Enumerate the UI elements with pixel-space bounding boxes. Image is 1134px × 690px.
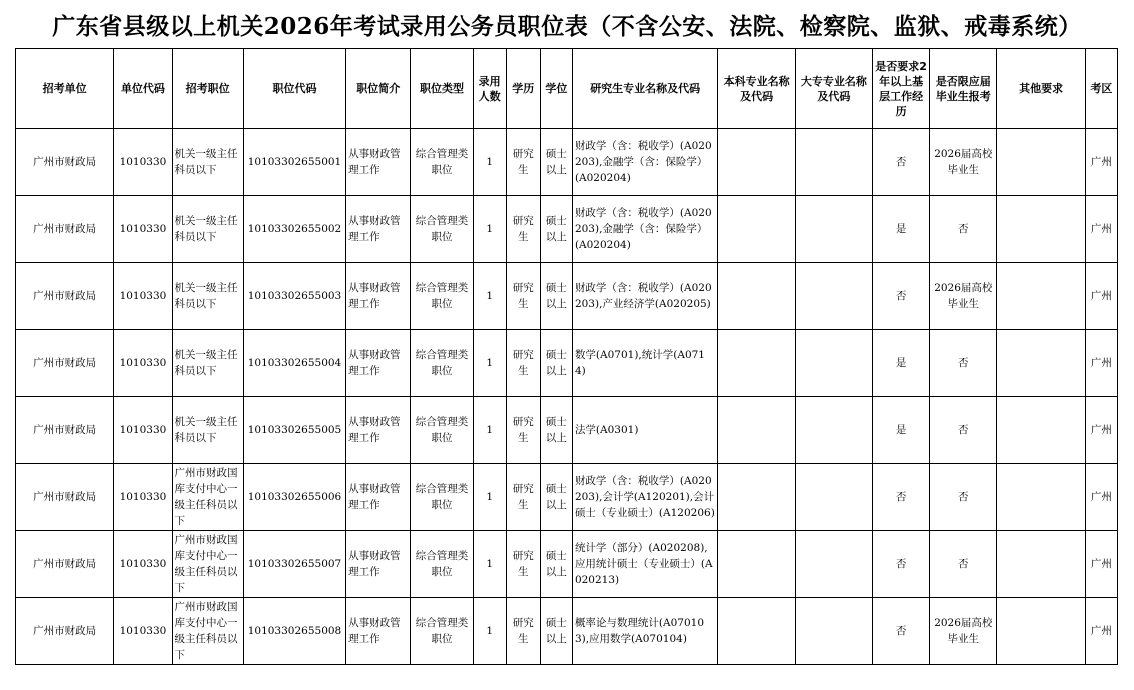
fresh-grad-cell-text: 否 [958,424,969,436]
header-cell: 研究生专业名称及代码 [572,49,718,129]
intro-cell [346,330,411,397]
grad-major-cell [572,196,718,263]
table-row [16,598,1118,665]
area-cell-text: 广州 [1090,491,1112,503]
college-major-cell [795,196,872,263]
area-cell-text: 广州 [1090,424,1112,436]
grad-major-cell-text: 统计学（部分）(A020208),应用统计硕士（专业硕士）(A020213) [574,542,713,586]
count-cell [473,129,506,196]
grassroots-cell [872,330,929,397]
other-cell [997,397,1085,464]
college-major-cell [795,598,872,665]
unit-code-cell-text: 1010330 [119,290,167,302]
page-title: 广东省县级以上机关2026年考试录用公务员职位表（不含公安、法院、检察院、监狱、戒毒系统） [52,13,1082,40]
grad-major-cell-text: 数学(A0701),统计学(A0714) [574,349,705,377]
other-cell [997,129,1085,196]
type-cell-text: 综合管理类职位 [415,416,469,444]
count-cell [473,263,506,330]
intro-cell-text: 从事财政管理工作 [348,148,401,176]
other-cell [997,196,1085,263]
area-cell [1085,531,1117,598]
other-cell [997,464,1085,531]
grad-major-cell [572,598,718,665]
intro-cell-text: 从事财政管理工作 [348,483,401,511]
unit-code-cell-text: 1010330 [119,558,167,570]
unit-cell [16,330,114,397]
position-cell-text: 广州市财政国库支付中心一级主任科员以下 [174,534,238,594]
unit-code-cell [114,397,172,464]
fresh-grad-cell [930,397,997,464]
unit-cell [16,598,114,665]
unit-cell-text: 广州市财政局 [33,223,97,235]
fresh-grad-cell [930,464,997,531]
position-code-cell [243,531,345,598]
table-row [16,196,1118,263]
unit-code-cell [114,598,172,665]
degree-cell [540,397,572,464]
intro-cell [346,129,411,196]
education-cell [506,397,540,464]
grassroots-cell [872,129,929,196]
education-cell [506,531,540,598]
type-cell-text: 综合管理类职位 [415,550,469,578]
header-cell: 录用人数 [473,49,506,129]
education-cell-text: 研究生 [512,416,534,444]
position-code-cell [243,330,345,397]
table-row [16,531,1118,598]
grassroots-cell [872,263,929,330]
count-cell-text: 1 [486,156,493,168]
count-cell [473,531,506,598]
degree-cell-text: 硕士以上 [545,215,567,243]
intro-cell-text: 从事财政管理工作 [348,617,401,645]
position-code-cell [243,397,345,464]
table-body [16,129,1118,665]
position-code-cell-text: 10103302655002 [247,223,342,235]
type-cell-text: 综合管理类职位 [415,483,469,511]
intro-cell [346,598,411,665]
other-cell [997,263,1085,330]
unit-cell [16,531,114,598]
education-cell-text: 研究生 [512,282,534,310]
unit-code-cell [114,330,172,397]
type-cell-text: 综合管理类职位 [415,148,469,176]
count-cell [473,464,506,531]
position-code-cell [243,196,345,263]
position-cell-text: 机关一级主任科员以下 [174,416,238,444]
type-cell-text: 综合管理类职位 [415,282,469,310]
college-major-cell [795,330,872,397]
undergrad-major-cell [718,531,795,598]
position-cell-text: 机关一级主任科员以下 [174,349,238,377]
degree-cell-text: 硕士以上 [545,550,567,578]
unit-code-cell [114,263,172,330]
intro-cell [346,196,411,263]
grad-major-cell [572,464,718,531]
education-cell-text: 研究生 [512,215,534,243]
count-cell-text: 1 [486,357,493,369]
unit-cell-text: 广州市财政局 [33,156,97,168]
college-major-cell [795,397,872,464]
type-cell [411,129,473,196]
area-cell [1085,330,1117,397]
education-cell-text: 研究生 [512,617,534,645]
position-cell [172,263,243,330]
other-cell [997,531,1085,598]
degree-cell [540,196,572,263]
undergrad-major-cell [718,129,795,196]
undergrad-major-cell [718,330,795,397]
degree-cell [540,598,572,665]
position-cell-text: 机关一级主任科员以下 [174,282,238,310]
type-cell-text: 综合管理类职位 [415,215,469,243]
header-cell: 招考职位 [172,49,243,129]
grad-major-cell-text: 法学(A0301) [574,424,639,436]
unit-code-cell [114,196,172,263]
position-cell [172,129,243,196]
count-cell [473,196,506,263]
grad-major-cell [572,531,718,598]
area-cell [1085,263,1117,330]
education-cell-text: 研究生 [512,550,534,578]
unit-code-cell-text: 1010330 [119,156,167,168]
degree-cell-text: 硕士以上 [545,416,567,444]
unit-cell-text: 广州市财政局 [33,290,97,302]
type-cell [411,464,473,531]
grad-major-cell [572,129,718,196]
fresh-grad-cell-text: 否 [958,558,969,570]
degree-cell [540,464,572,531]
degree-cell-text: 硕士以上 [545,617,567,645]
position-code-cell [243,263,345,330]
college-major-cell [795,531,872,598]
area-cell [1085,129,1117,196]
unit-code-cell-text: 1010330 [119,223,167,235]
header-cell: 大专专业名称及代码 [795,49,872,129]
grassroots-cell-text: 否 [895,491,907,503]
unit-cell-text: 广州市财政局 [33,357,97,369]
intro-cell-text: 从事财政管理工作 [348,416,401,444]
undergrad-major-cell [718,598,795,665]
degree-cell-text: 硕士以上 [545,282,567,310]
area-cell-text: 广州 [1090,625,1112,637]
fresh-grad-cell-text: 2026届高校毕业生 [934,282,993,310]
table-row [16,330,1118,397]
fresh-grad-cell [930,598,997,665]
undergrad-major-cell [718,464,795,531]
education-cell-text: 研究生 [512,148,534,176]
type-cell-text: 综合管理类职位 [415,617,469,645]
other-cell [997,330,1085,397]
unit-code-cell-text: 1010330 [119,491,167,503]
grassroots-cell [872,397,929,464]
degree-cell [540,330,572,397]
type-cell [411,263,473,330]
degree-cell [540,129,572,196]
position-code-cell [243,464,345,531]
header-cell: 考区 [1085,49,1117,129]
unit-code-cell-text: 1010330 [119,424,167,436]
unit-code-cell [114,464,172,531]
header-cell: 其他要求 [997,49,1085,129]
type-cell [411,330,473,397]
grad-major-cell-text: 财政学（含：税收学）(A020203),产业经济学(A020205) [574,282,712,310]
table-row [16,464,1118,531]
count-cell-text: 1 [486,424,493,436]
position-code-cell-text: 10103302655008 [247,625,342,637]
degree-cell-text: 硕士以上 [545,349,567,377]
header-cell: 本科专业名称及代码 [718,49,795,129]
header-cell: 是否要求2年以上基层工作经历 [872,49,929,129]
intro-cell-text: 从事财政管理工作 [348,349,401,377]
position-cell-text: 机关一级主任科员以下 [174,215,238,243]
grassroots-cell-text: 是 [895,223,907,235]
education-cell [506,129,540,196]
type-cell-text: 综合管理类职位 [415,349,469,377]
undergrad-major-cell [718,397,795,464]
type-cell [411,196,473,263]
count-cell [473,330,506,397]
position-code-cell-text: 10103302655006 [247,491,342,503]
unit-code-cell-text: 1010330 [119,357,167,369]
position-code-cell-text: 10103302655007 [247,558,342,570]
area-cell [1085,464,1117,531]
unit-cell-text: 广州市财政局 [33,424,97,436]
intro-cell [346,263,411,330]
unit-cell [16,196,114,263]
degree-cell-text: 硕士以上 [545,483,567,511]
education-cell-text: 研究生 [512,349,534,377]
grassroots-cell-text: 否 [895,156,907,168]
education-cell [506,464,540,531]
area-cell [1085,196,1117,263]
degree-cell [540,263,572,330]
unit-cell [16,129,114,196]
table-row [16,129,1118,196]
table-row [16,263,1118,330]
intro-cell [346,464,411,531]
education-cell [506,263,540,330]
education-cell-text: 研究生 [512,483,534,511]
education-cell [506,196,540,263]
grassroots-cell-text: 是 [895,424,907,436]
unit-cell [16,397,114,464]
header-cell: 招考单位 [16,49,114,129]
education-cell [506,330,540,397]
job-positions-table [15,48,1118,665]
fresh-grad-cell-text: 否 [958,357,969,369]
grad-major-cell-text: 财政学（含：税收学）(A020203),金融学（含：保险学）(A020204) [574,140,712,184]
header-cell: 学位 [540,49,572,129]
area-cell-text: 广州 [1090,357,1112,369]
unit-code-cell [114,129,172,196]
position-cell [172,464,243,531]
header-cell: 职位类型 [411,49,473,129]
unit-code-cell [114,531,172,598]
grassroots-cell [872,598,929,665]
position-cell [172,531,243,598]
other-cell [997,598,1085,665]
table-row [16,397,1118,464]
header-cell: 职位简介 [346,49,411,129]
header-cell: 职位代码 [243,49,345,129]
position-code-cell [243,129,345,196]
grassroots-cell [872,531,929,598]
intro-cell [346,531,411,598]
count-cell [473,397,506,464]
grad-major-cell-text: 概率论与数理统计(A070103),应用数学(A070104) [574,617,705,645]
intro-cell-text: 从事财政管理工作 [348,550,401,578]
position-cell [172,196,243,263]
position-code-cell-text: 10103302655001 [247,156,342,168]
area-cell [1085,598,1117,665]
grassroots-cell-text: 是 [895,357,907,369]
fresh-grad-cell [930,330,997,397]
type-cell [411,531,473,598]
area-cell-text: 广州 [1090,558,1112,570]
grassroots-cell-text: 否 [895,290,907,302]
fresh-grad-cell [930,129,997,196]
grassroots-cell-text: 否 [895,558,907,570]
unit-code-cell-text: 1010330 [119,625,167,637]
grad-major-cell [572,397,718,464]
grassroots-cell [872,464,929,531]
type-cell [411,397,473,464]
grad-major-cell-text: 财政学（含：税收学）(A020203),会计学(A120201),会计硕士（专业硕士）(A120206) [574,475,715,519]
area-cell-text: 广州 [1090,223,1112,235]
header-cell: 是否限应届毕业生报考 [930,49,997,129]
area-cell-text: 广州 [1090,290,1112,302]
grad-major-cell [572,330,718,397]
position-cell [172,397,243,464]
header-cell: 学历 [506,49,540,129]
header-cell: 单位代码 [114,49,172,129]
fresh-grad-cell [930,531,997,598]
degree-cell [540,531,572,598]
fresh-grad-cell-text: 否 [958,223,969,235]
unit-cell [16,263,114,330]
position-code-cell-text: 10103302655005 [247,424,342,436]
grassroots-cell-text: 否 [895,625,907,637]
position-cell-text: 机关一级主任科员以下 [174,148,238,176]
fresh-grad-cell-text: 2026届高校毕业生 [934,148,993,176]
position-code-cell-text: 10103302655004 [247,357,342,369]
degree-cell-text: 硕士以上 [545,148,567,176]
table-header-row [16,49,1118,129]
area-cell [1085,397,1117,464]
unit-cell-text: 广州市财政局 [33,491,97,503]
position-cell [172,330,243,397]
fresh-grad-cell-text: 2026届高校毕业生 [934,617,993,645]
intro-cell-text: 从事财政管理工作 [348,282,401,310]
fresh-grad-cell [930,196,997,263]
grad-major-cell-text: 财政学（含：税收学）(A020203),金融学（含：保险学）(A020204) [574,207,712,251]
position-cell [172,598,243,665]
grad-major-cell [572,263,718,330]
position-code-cell-text: 10103302655003 [247,290,342,302]
college-major-cell [795,464,872,531]
count-cell-text: 1 [486,625,493,637]
count-cell-text: 1 [486,558,493,570]
unit-cell-text: 广州市财政局 [33,558,97,570]
area-cell-text: 广州 [1090,156,1112,168]
position-cell-text: 广州市财政国库支付中心一级主任科员以下 [174,467,238,527]
grassroots-cell [872,196,929,263]
fresh-grad-cell-text: 否 [958,491,969,503]
college-major-cell [795,263,872,330]
type-cell [411,598,473,665]
intro-cell-text: 从事财政管理工作 [348,215,401,243]
fresh-grad-cell [930,263,997,330]
position-code-cell [243,598,345,665]
count-cell [473,598,506,665]
undergrad-major-cell [718,196,795,263]
count-cell-text: 1 [486,491,493,503]
unit-cell-text: 广州市财政局 [33,625,97,637]
count-cell-text: 1 [486,223,493,235]
undergrad-major-cell [718,263,795,330]
position-cell-text: 广州市财政国库支付中心一级主任科员以下 [174,601,238,661]
unit-cell [16,464,114,531]
education-cell [506,598,540,665]
intro-cell [346,397,411,464]
college-major-cell [795,129,872,196]
count-cell-text: 1 [486,290,493,302]
